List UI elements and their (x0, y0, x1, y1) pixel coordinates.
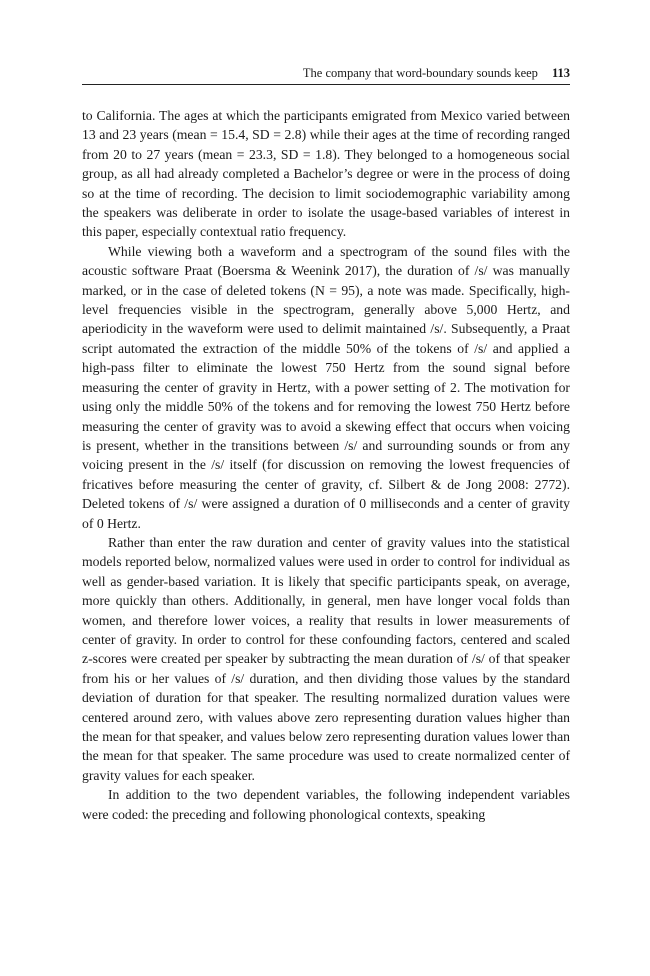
header-rule (82, 84, 570, 85)
paragraph: While viewing both a waveform and a spectrogram of the sound files with the acoustic software Praat (Boersma & Weenink 2017), the duration of /s/ was manually marked, or in the case of deleted tokens (N = 95), a note was made. Specifically, high-level frequencies visible in the spectrogram, generally above 5,000 Hertz, and aperiodicity in the waveform were used to delimit maintained /s/. Subsequently, a Praat script automated the extraction of the middle 50% of the tokens of /s/ and applied a high-pass filter to eliminate the lowest 750 Hertz from the sound signal before measuring the center of gravity in Hertz, with a power setting of 2. The motivation for using only the middle 50% of the tokens and for removing the lowest 750 Hertz before measuring the center of gravity was to avoid a skewing effect that occurs when voicing is present, whether in the transitions between /s/ and surrounding sounds or from any voicing present in the /s/ itself (for discussion on removing the lowest frequencies of fricatives before measuring the center of gravity, cf. Silbert & de Jong 2008: 2772). Deleted tokens of /s/ were assigned a duration of 0 milliseconds and a center of gravity of 0 Hertz. (82, 243, 570, 531)
paragraph: to California. The ages at which the participants emigrated from Mexico varied between 13 and 23 years (mean = 15.4, SD = 2.8) while their ages at the time of recording ranged from 20 to 27 years (mean = 23.3, SD = 1.8). They belonged to a homogeneous social group, as all had already completed a Bachelor’s degree or were in the process of doing so at the time of recording. The decision to limit sociodemographic variability among the speakers was deliberate in order to isolate the usage-based variables of interest in this paper, especially contextual ratio frequency. (82, 108, 570, 240)
page-number: 113 (551, 66, 570, 80)
body-text (82, 106, 570, 824)
running-head-line (82, 66, 570, 80)
running-title: The company that word-boundary sounds keep (302, 66, 538, 80)
paragraph: In addition to the two dependent variables, the following independent variables were coded: the preceding and following phonological contexts, speaking (82, 787, 570, 822)
paragraph: Rather than enter the raw duration and center of gravity values into the statistical models reported below, normalized values were used in order to control for individual as well as gender-based variation. It is likely that specific participants speak, on average, more quickly than others. Additionally, in general, men have longer vocal folds than women, and therefore lower voices, a reality that results in lower measurements of center of gravity. In order to control for these confounding factors, centered and scaled z-scores were created per speaker by subtracting the mean duration of /s/ of that speaker from his or her values of /s/ duration, and then dividing those values by the standard deviation of duration for that speaker. The resulting normalized duration values were centered around zero, with values above zero representing duration values higher than the mean for that speaker, and values below zero representing duration values lower than the mean for that speaker. The same procedure was used to create normalized center of gravity values for each speaker. (82, 534, 570, 783)
